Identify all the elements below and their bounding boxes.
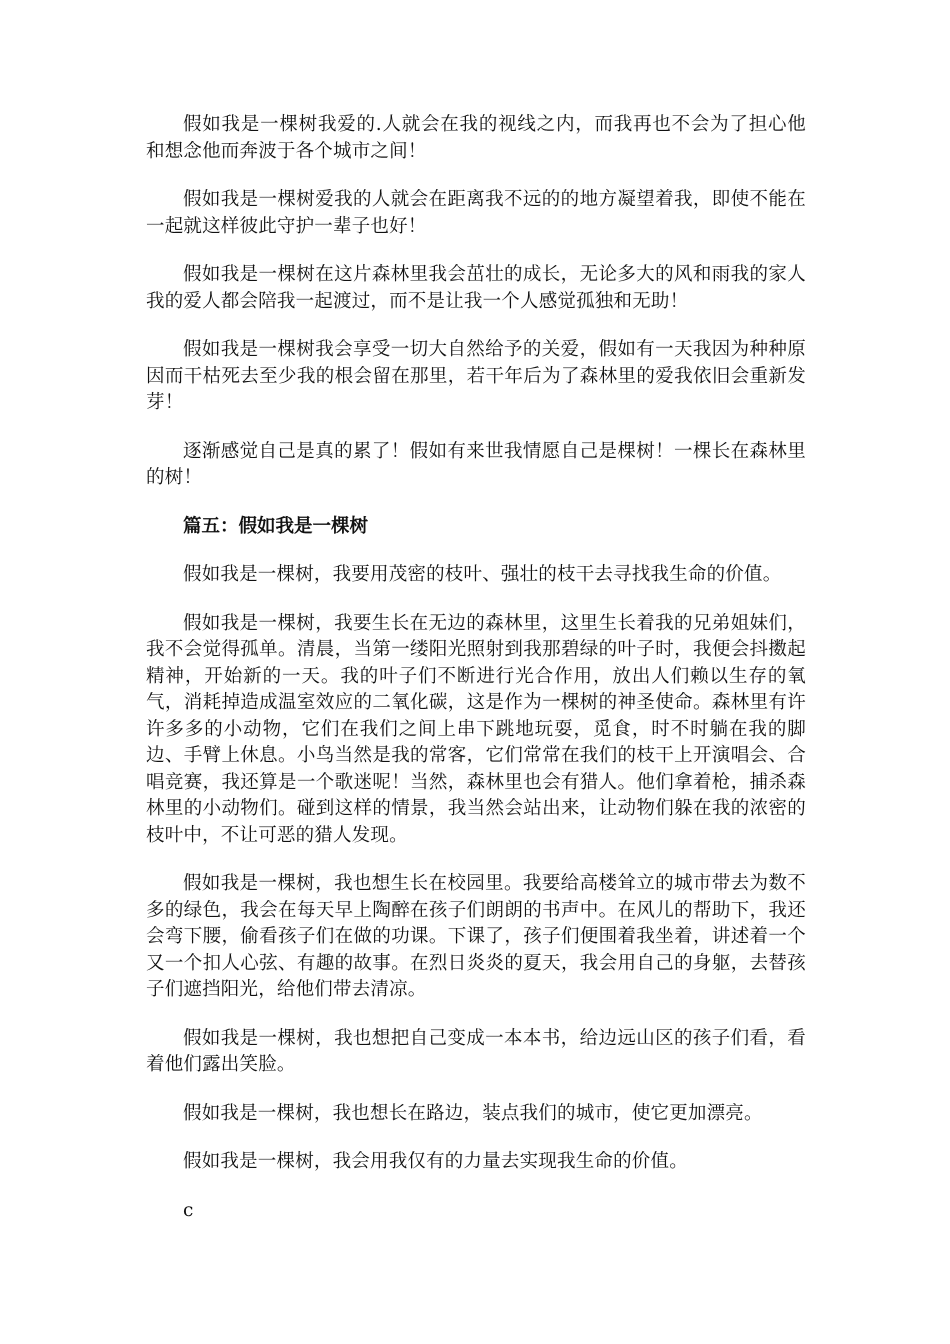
paragraph: 假如我是一棵树我爱的.人就会在我的视线之内，而我再也不会为了担心他和想念他而奔波于各个城市之间！ bbox=[146, 114, 806, 162]
paragraph: 假如我是一棵树，我也想长在路边，装点我们的城市，使它更加漂亮。 bbox=[183, 1102, 763, 1124]
paragraph: 假如我是一棵树，我也想生长在校园里。我要给高楼耸立的城市带去为数不多的绿色，我会在每天早上陶醉在孩子们朗朗的书声中。在风儿的帮助下，我还会弯下腰，偷看孩子们在做的功课。下课了，孩子们便围着我坐着，讲述着一个又一个扣人心弦、有趣的故事。在烈日炎炎的夏天，我会用自己的身躯，去替孩子们遮挡阳光，给他们带去清凉。 bbox=[146, 873, 806, 1000]
section-heading: 篇五：假如我是一棵树 bbox=[183, 515, 369, 537]
paragraph: 假如我是一棵树，我要用茂密的枝叶、强壮的枝干去寻找我生命的价值。 bbox=[183, 564, 782, 585]
paragraph: 假如我是一棵树爱我的人就会在距离我不远的的地方凝望着我，即使不能在一起就这样彼此守护一辈子也好！ bbox=[146, 189, 806, 237]
paragraph: 假如我是一棵树，我也想把自己变成一本本书，给边远山区的孩子们看，看着他们露出笑脸。 bbox=[146, 1027, 806, 1075]
paragraph: 假如我是一棵树我会享受一切大自然给予的关爱，假如有一天我因为种种原因而干枯死去至少我的根会留在那里，若干年后为了森林里的爱我依旧会重新发芽！ bbox=[146, 339, 806, 413]
paragraph: 假如我是一棵树在这片森林里我会茁壮的成长，无论多大的风和雨我的家人我的爱人都会陪我一起渡过，而不是让我一个人感觉孤独和无助！ bbox=[146, 264, 806, 312]
trailing-text: c bbox=[183, 1199, 194, 1221]
paragraph: 假如我是一棵树，我要生长在无边的森林里，这里生长着我的兄弟姐妹们，我不会觉得孤单。清晨，当第一缕阳光照射到我那碧绿的叶子时，我便会抖擞起精神，开始新的一天。我的叶子们不断进行光合作用，放出人们赖以生存的氧气，消耗掉造成温室效应的二氧化碳，这是作为一棵树的神圣使命。森林里有许许多多的小动物，它们在我们之间上串下跳地玩耍，觅食，时不时躺在我的脚边、手臂上休息。小鸟当然是我的常客，它们常常在我们的枝干上开演唱会、合唱竞赛，我还算是一个歌迷呢！当然，森林里也会有猎人。他们拿着枪，捕杀森林里的小动物们。碰到这样的情景，我当然会站出来，让动物们躲在我的浓密的枝叶中，不让可恶的猎人发现。 bbox=[146, 612, 806, 846]
paragraph: 假如我是一棵树，我会用我仅有的力量去实现我生命的价值。 bbox=[183, 1151, 688, 1172]
paragraph: 逐渐感觉自己是真的累了！假如有来世我情愿自己是棵树！一棵长在森林里的树！ bbox=[146, 440, 806, 488]
document-page bbox=[146, 112, 806, 1224]
